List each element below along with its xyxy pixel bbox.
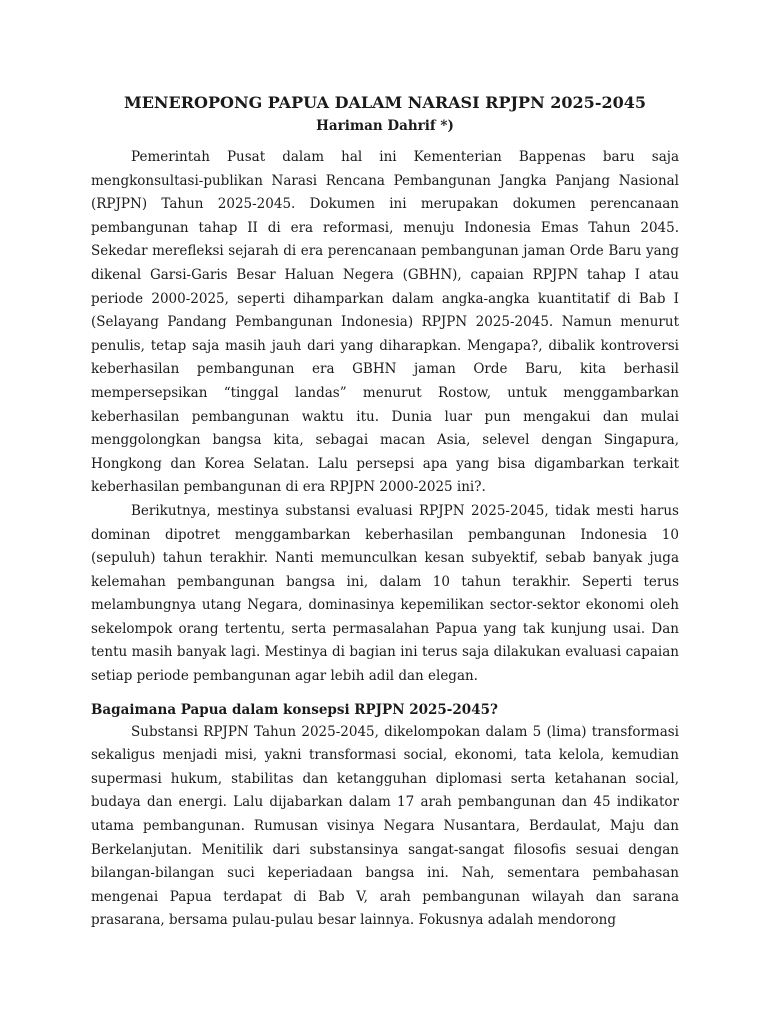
document-page (91, 92, 679, 933)
document-author: Hariman Dahrif *) (316, 118, 454, 134)
document-title: MENEROPONG PAPUA DALAM NARASI RPJPN 2025-2045 (124, 93, 646, 112)
body-paragraph: Berikutnya, mestinya substansi evaluasi RPJPN 2025-2045, tidak mesti harus dominan dipotret menggambarkan keberhasilan pembangunan Indonesia 10 (sepuluh) tahun terakhir. Nanti memunculkan kesan subyektif, sebab banyak juga kelemahan pembangunan bangsa ini, dalam 10 tahun terakhir. Seperti terus melambungnya utang Negara, dominasinya kepemilikan sector-sektor ekonomi oleh sekelompok orang tertentu, serta permasalahan Papua yang tak kunjung usai. Dan tentu masih banyak lagi. Mestinya di bagian ini terus saja dilakukan evaluasi capaian setiap periode pembangunan agar lebih adil dan elegan. (91, 502, 679, 685)
body-paragraph: Substansi RPJPN Tahun 2025-2045, dikelompokan dalam 5 (lima) transformasi sekaligus menjadi misi, yakni transformasi social, ekonomi, tata kelola, kemudian supermasi hukum, stabilitas dan ketangguhan diplomasi serta ketahanan social, budaya dan energi. Lalu dijabarkan dalam 17 arah pembangunan dan 45 indikator utama pembangunan. Rumusan visinya Negara Nusantara, Berdaulat, Maju dan Berkelanjutan. Menitilik dari substansinya sangat-sangat filosofis sesuai dengan bilangan-bilangan suci keperiadaan bangsa ini. Nah, sementara pembahasan mengenai Papua terdapat di Bab V, arah pembangunan wilayah dan sarana prasarana, bersama pulau-pulau besar lainnya. Fokusnya adalah mendorong (91, 723, 679, 929)
body-paragraph: Pemerintah Pusat dalam hal ini Kementerian Bappenas baru saja mengkonsultasi-publikan Narasi Rencana Pembangunan Jangka Panjang Nasional (RPJPN) Tahun 2025-2045. Dokumen ini merupakan dokumen perencanaan pembangunan tahap II di era reformasi, menuju Indonesia Emas Tahun 2045. Sekedar merefleksi sejarah di era perencanaan pembangunan jaman Orde Baru yang dikenal Garsi-Garis Besar Haluan Negera (GBHN), capaian RPJPN tahap I atau periode 2000-2025, seperti dihamparkan dalam angka-angka kuantitatif di Bab I (Selayang Pandang Pembangunan Indonesia) RPJPN 2025-2045. Namun menurut penulis, tetap saja masih jauh dari yang diharapkan. Mengapa?, dibalik kontroversi keberhasilan pembangunan era GBHN jaman Orde Baru, kita berhasil mempersepsikan “tinggal landas” menurut Rostow, untuk menggambarkan keberhasilan pembangunan waktu itu. Dunia luar pun mengakui dan mulai menggolongkan bangsa kita, sebagai macan Asia, selevel dengan Singapura, Hongkong dan Korea Selatan. Lalu persepsi apa yang bisa digambarkan terkait keberhasilan pembangunan di era RPJPN 2000-2025 ini?. (91, 149, 679, 496)
section-heading: Bagaimana Papua dalam konsepsi RPJPN 2025-2045? (91, 701, 498, 718)
